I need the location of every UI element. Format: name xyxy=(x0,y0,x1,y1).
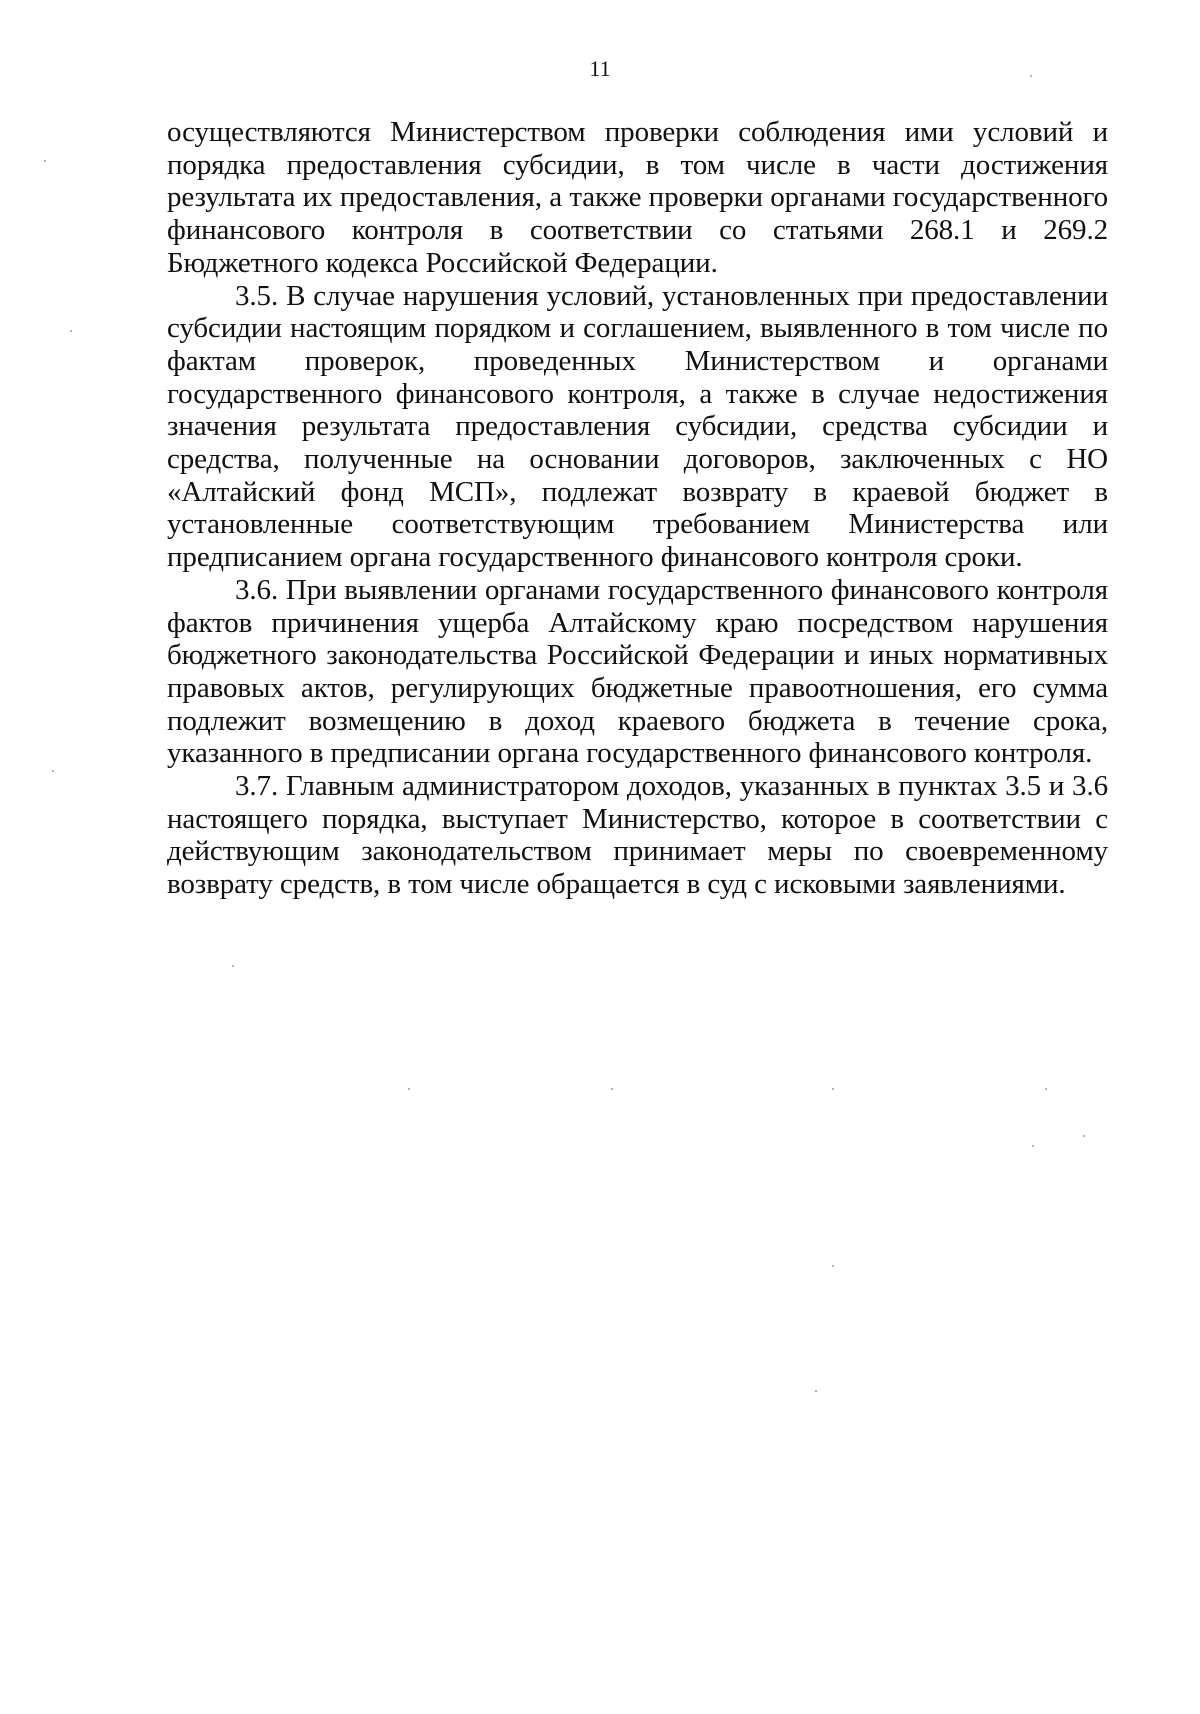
scan-speck xyxy=(815,1390,817,1392)
scan-speck xyxy=(1045,1088,1047,1090)
scan-speck xyxy=(408,1088,410,1090)
paragraph-continuation: осуществляются Министерством проверки соблюдения ими условий и порядка предоставления субсидии, в том числе в части достижения результата их предоставления, а также проверки органами государственного финансового контроля в соответствии со статьями 268.1 и 269.2 Бюджетного кодекса Российской Федерации. xyxy=(167,116,1108,279)
document-body xyxy=(167,116,1108,901)
scan-speck xyxy=(611,1088,613,1090)
paragraph-3-5: 3.5. В случае нарушения условий, установленных при предоставлении субсидии настоящим порядком и соглашением, выявленного в том числе по фактам проверок, проведенных Министерством и органами государственного финансового контроля, а также в случае недостижения значения результата предоставления субсидии, средства субсидии и средства, полученные на основании договоров, заключенных с НО «Алтайский фонд МСП», подлежат возврату в краевой бюджет в установленные соответствующим требованием Министерства или предписанием органа государственного финансового контроля сроки. xyxy=(167,279,1108,574)
paragraph-3-6: 3.6. При выявлении органами государственного финансового контроля фактов причинения ущерба Алтайскому краю посредством нарушения бюджетного законодательства Российской Федерации и иных нормативных правовых актов, регулирующих бюджетные правоотношения, его сумма подлежит возмещению в доход краевого бюджета в течение срока, указанного в предписании органа государственного финансового контроля. xyxy=(167,573,1108,770)
scan-speck xyxy=(1030,75,1032,77)
scan-speck xyxy=(1032,1145,1034,1147)
scan-speck xyxy=(44,160,46,162)
scan-speck xyxy=(1083,1135,1085,1137)
scan-speck xyxy=(70,330,72,332)
scan-speck xyxy=(832,1088,834,1090)
page-number: 11 xyxy=(589,56,611,81)
scan-speck xyxy=(832,1265,834,1267)
scan-speck xyxy=(232,965,234,967)
scan-speck xyxy=(52,770,54,772)
paragraph-3-7: 3.7. Главным администратором доходов, указанных в пунктах 3.5 и 3.6 настоящего порядка, выступает Министерство, которое в соответствии с действующим законодательством принимает меры по своевременному возврату средств, в том числе обращается в суд с исковыми заявлениями. xyxy=(167,770,1108,901)
